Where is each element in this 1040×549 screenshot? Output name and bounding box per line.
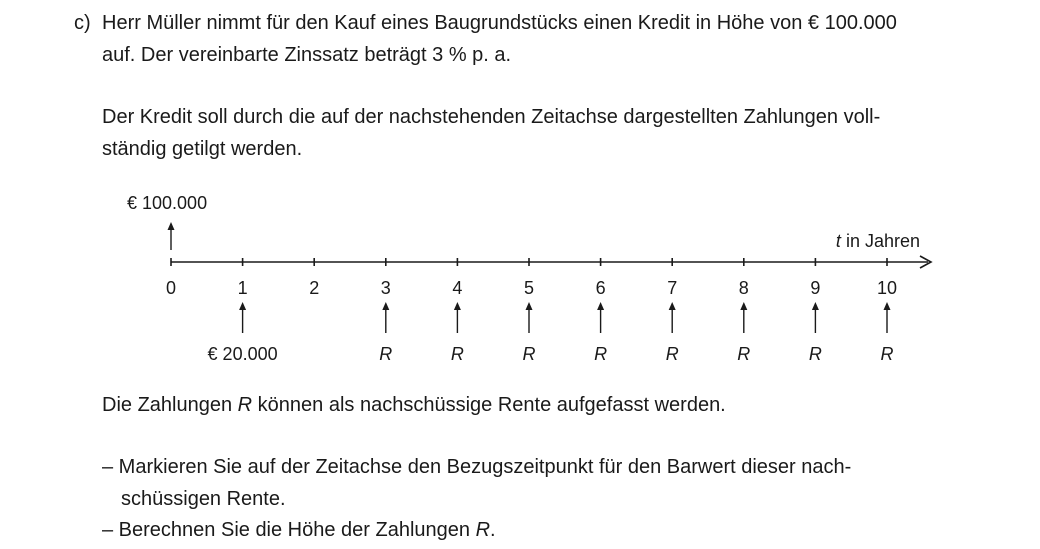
payment-label-r: R bbox=[665, 344, 679, 364]
payment-arrow-head bbox=[669, 302, 676, 310]
task-1-line-2: schüssigen Rente. bbox=[121, 488, 286, 510]
note-text bbox=[102, 390, 726, 421]
axis-label-unit: in Jahren bbox=[840, 231, 920, 251]
credit-arrow-head bbox=[168, 222, 175, 230]
tick-label: 3 bbox=[380, 278, 391, 298]
payment-arrow-head bbox=[597, 302, 604, 310]
task-2-after: . bbox=[490, 519, 496, 541]
statement-line-1: Der Kredit soll durch die auf der nachstehenden Zeitachse dargestellten Zahlungen voll- bbox=[102, 106, 881, 128]
note-before: Die Zahlungen bbox=[102, 394, 238, 416]
payment-arrow-head bbox=[454, 302, 461, 310]
tick-label: 9 bbox=[810, 278, 821, 298]
payment-label-r: R bbox=[737, 344, 751, 364]
payment-arrow-head bbox=[812, 302, 819, 310]
tick-label: 4 bbox=[452, 278, 463, 298]
tick-label: 10 bbox=[876, 278, 898, 298]
tick-label: 7 bbox=[667, 278, 678, 298]
tick-label: 6 bbox=[595, 278, 606, 298]
payment-arrow-head bbox=[526, 302, 533, 310]
payment-arrow-head bbox=[382, 302, 389, 310]
tick-label: 0 bbox=[165, 278, 177, 298]
payment-arrow-head bbox=[740, 302, 747, 310]
part-label: c) bbox=[74, 12, 91, 34]
payment-arrow-head bbox=[884, 302, 891, 310]
credit-label: € 100.000 bbox=[127, 193, 208, 213]
statement-line-2: ständig getilgt werden. bbox=[102, 138, 303, 160]
tick-label: 1 bbox=[237, 278, 248, 298]
axis-label-var: t bbox=[835, 231, 841, 251]
payment-arrow-head bbox=[239, 302, 246, 310]
payment-label-r: R bbox=[808, 344, 822, 364]
payment-label-r: R bbox=[880, 344, 894, 364]
payment-label-r: R bbox=[450, 344, 464, 364]
note-after: können als nachschüssige Rente aufgefasst werden. bbox=[252, 394, 726, 416]
task-2-before: – Berechnen Sie die Höhe der Zahlungen bbox=[102, 519, 476, 541]
task-1-line-1: – Markieren Sie auf der Zeitachse den Bezugszeitpunkt für den Barwert dieser nach- bbox=[102, 456, 852, 478]
payment-label-r: R bbox=[379, 344, 393, 364]
tick-label: 8 bbox=[738, 278, 749, 298]
task-2-var: R bbox=[475, 519, 491, 541]
tick-label: 5 bbox=[523, 278, 535, 298]
note-var: R bbox=[237, 394, 253, 416]
task-2 bbox=[102, 515, 496, 546]
intro-line-1: Herr Müller nimmt für den Kauf eines Baugrundstücks einen Kredit in Höhe von € 100.000 bbox=[102, 12, 897, 34]
axis-label bbox=[836, 231, 920, 251]
payment-label-r: R bbox=[522, 344, 536, 364]
payment-label-r: R bbox=[594, 344, 608, 364]
tick-label: 2 bbox=[309, 278, 320, 298]
payment-label: € 20.000 bbox=[207, 344, 278, 364]
intro-line-2: auf. Der vereinbarte Zinssatz beträgt 3 % p. a. bbox=[102, 44, 512, 66]
